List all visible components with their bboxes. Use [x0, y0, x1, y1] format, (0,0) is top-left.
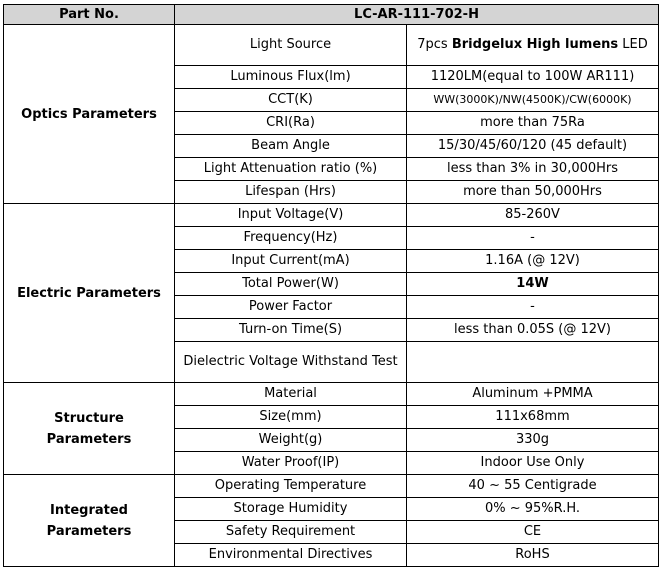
row-value: 15/30/45/60/120 (45 default)	[407, 135, 659, 158]
row-label: Operating Temperature	[175, 475, 407, 498]
row-label: Input Voltage(V)	[175, 204, 407, 227]
header-part-number: LC-AR-111-702-H	[175, 5, 659, 25]
row-label: Turn-on Time(S)	[175, 319, 407, 342]
row-label: Input Current(mA)	[175, 250, 407, 273]
row-label: Size(mm)	[175, 406, 407, 429]
row-value	[407, 342, 659, 383]
row-value: 40 ~ 55 Centigrade	[407, 475, 659, 498]
row-value: Indoor Use Only	[407, 452, 659, 475]
row-value: 330g	[407, 429, 659, 452]
group-name-line: Integrated	[50, 502, 128, 518]
row-label: CRI(Ra)	[175, 112, 407, 135]
table-row	[4, 475, 659, 498]
row-label: Weight(g)	[175, 429, 407, 452]
row-label: Power Factor	[175, 296, 407, 319]
row-value: Aluminum +PMMA	[407, 383, 659, 406]
group-label-integrated	[4, 475, 175, 567]
light-source-suffix: LED	[618, 37, 648, 52]
row-value: less than 0.05S (@ 12V)	[407, 319, 659, 342]
group-label-electric	[4, 204, 175, 383]
header-label: Part No.	[4, 5, 175, 25]
row-value: 1.16A (@ 12V)	[407, 250, 659, 273]
row-value: more than 50,000Hrs	[407, 181, 659, 204]
group-name-line: Parameters	[46, 523, 132, 539]
table-row	[4, 25, 659, 66]
row-label: Environmental Directives	[175, 544, 407, 567]
row-value: 85-260V	[407, 204, 659, 227]
row-value: 111x68mm	[407, 406, 659, 429]
row-label: Frequency(Hz)	[175, 227, 407, 250]
group-name-line: Electric Parameters	[17, 285, 161, 301]
table-row	[4, 204, 659, 227]
row-label: Luminous Flux(lm)	[175, 66, 407, 89]
specification-table	[3, 4, 659, 567]
row-value: 0% ~ 95%R.H.	[407, 498, 659, 521]
table-row	[4, 383, 659, 406]
row-label: Water Proof(IP)	[175, 452, 407, 475]
row-label: Storage Humidity	[175, 498, 407, 521]
header-row	[4, 5, 659, 25]
row-label: Light Attenuation ratio (%)	[175, 158, 407, 181]
group-name-line: Optics Parameters	[21, 106, 157, 122]
light-source-prefix: 7pcs	[417, 37, 452, 52]
group-name-line: Structure	[54, 410, 124, 426]
row-value: more than 75Ra	[407, 112, 659, 135]
row-value: 14W	[407, 273, 659, 296]
row-label: Total Power(W)	[175, 273, 407, 296]
row-value: -	[407, 227, 659, 250]
row-label: CCT(K)	[175, 89, 407, 112]
row-value: -	[407, 296, 659, 319]
row-value: RoHS	[407, 544, 659, 567]
light-source-brand: Bridgelux High lumens	[451, 37, 619, 52]
row-label: Dielectric Voltage Withstand Test	[175, 342, 407, 383]
row-label: Material	[175, 383, 407, 406]
row-label: Light Source	[175, 25, 407, 66]
row-label: Beam Angle	[175, 135, 407, 158]
row-value: 1120LM(equal to 100W AR111)	[407, 66, 659, 89]
row-label: Lifespan (Hrs)	[175, 181, 407, 204]
group-label-optics	[4, 25, 175, 204]
row-value: WW(3000K)/NW(4500K)/CW(6000K)	[407, 89, 659, 112]
row-value: CE	[407, 521, 659, 544]
group-name-line: Parameters	[46, 431, 132, 447]
row-label: Safety Requirement	[175, 521, 407, 544]
group-label-structure	[4, 383, 175, 475]
row-value	[407, 25, 659, 66]
row-value: less than 3% in 30,000Hrs	[407, 158, 659, 181]
